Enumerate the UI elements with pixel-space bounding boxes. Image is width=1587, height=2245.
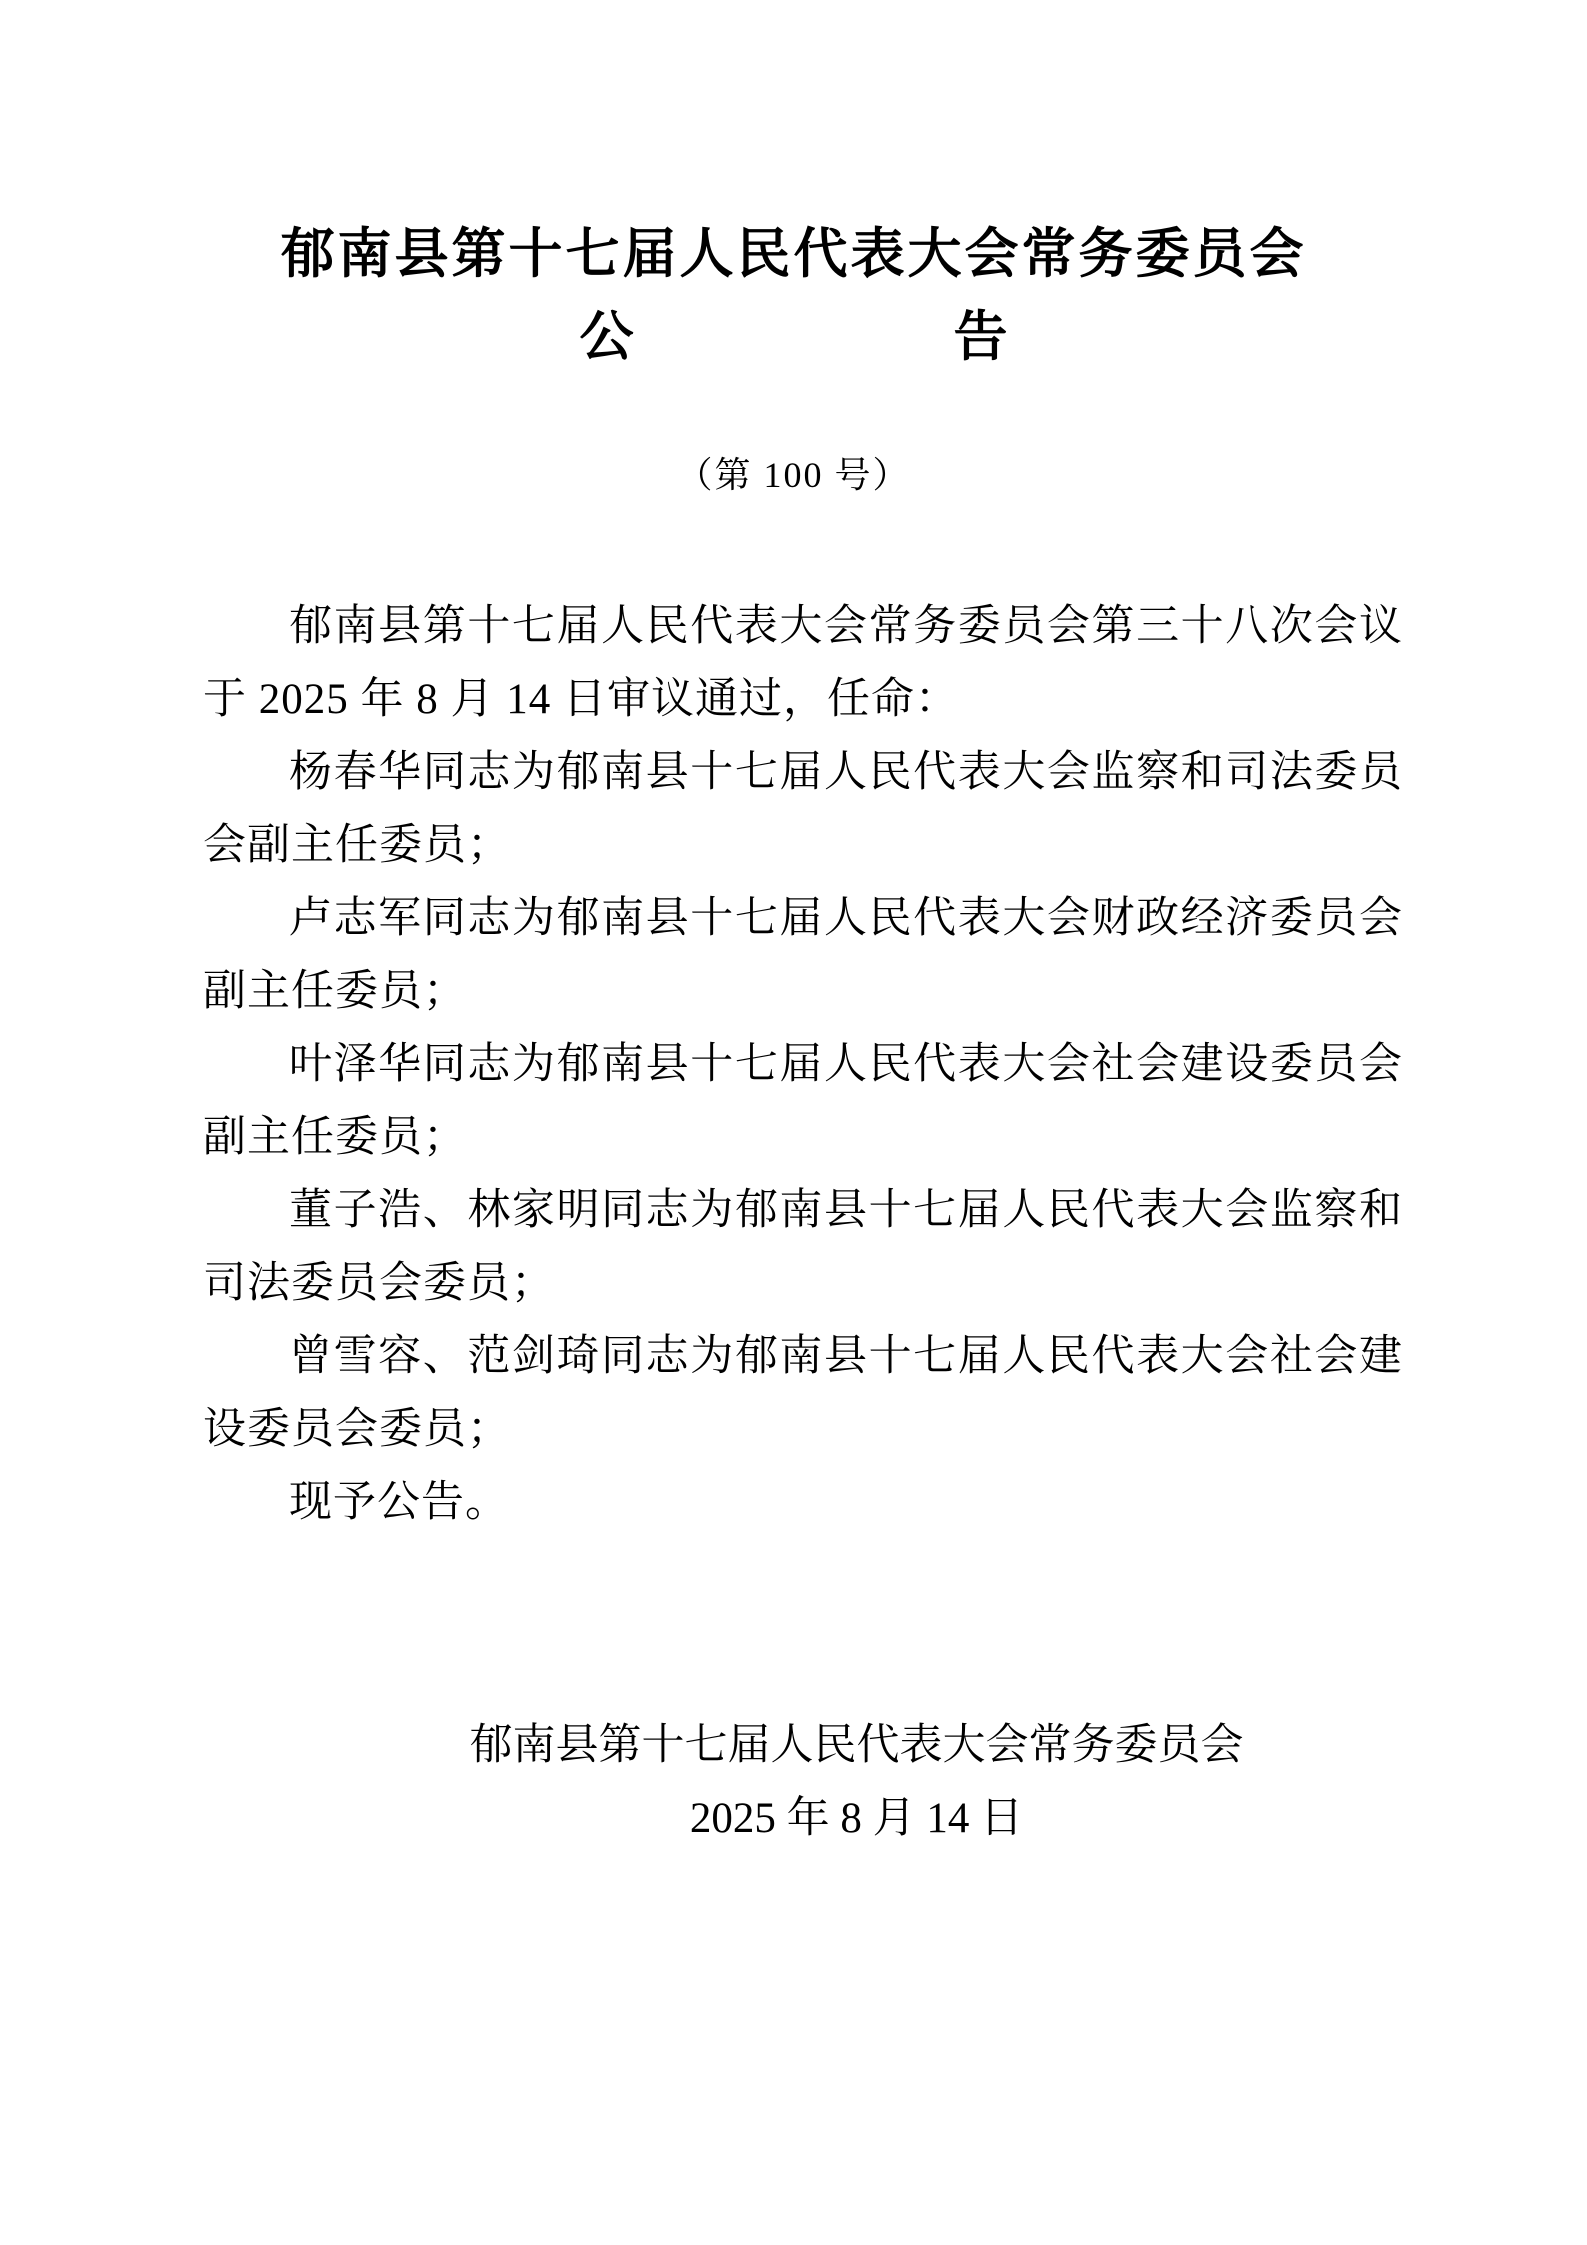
document-body xyxy=(203,590,1403,1539)
paragraph-closing: 现予公告。 xyxy=(289,1479,509,1526)
title-char-gao: 告 xyxy=(953,307,1008,367)
document-number: （第 100 号） xyxy=(676,455,911,495)
paragraph-appointment-1: 杨春华同志为郁南县十七届人民代表大会监察和司法委员会副主任委员； xyxy=(203,749,1403,869)
paragraph-appointment-5: 曾雪容、范剑琦同志为郁南县十七届人民代表大会社会建设委员会委员； xyxy=(203,1333,1403,1453)
signature-date: 2025 年 8 月 14 日 xyxy=(689,1795,1024,1842)
paragraph-intro: 郁南县第十七届人民代表大会常务委员会第三十八次会议于 2025 年 8 月 14 日审议通过，任命： xyxy=(203,603,1403,723)
document-title-line2 xyxy=(0,308,1587,366)
signature-organization: 郁南县第十七届人民代表大会常务委员会 xyxy=(469,1722,1244,1769)
document-title: 郁南县第十七届人民代表大会常务委员会 xyxy=(280,224,1307,284)
paragraph-appointment-3: 叶泽华同志为郁南县十七届人民代表大会社会建设委员会副主任委员； xyxy=(203,1041,1403,1161)
signature-block xyxy=(0,1709,1587,1855)
paragraph-appointment-4: 董子浩、林家明同志为郁南县十七届人民代表大会监察和司法委员会委员； xyxy=(203,1187,1403,1307)
paragraph-appointment-2: 卢志军同志为郁南县十七届人民代表大会财政经济委员会副主任委员； xyxy=(203,895,1403,1015)
title-char-gong: 公 xyxy=(579,307,634,367)
